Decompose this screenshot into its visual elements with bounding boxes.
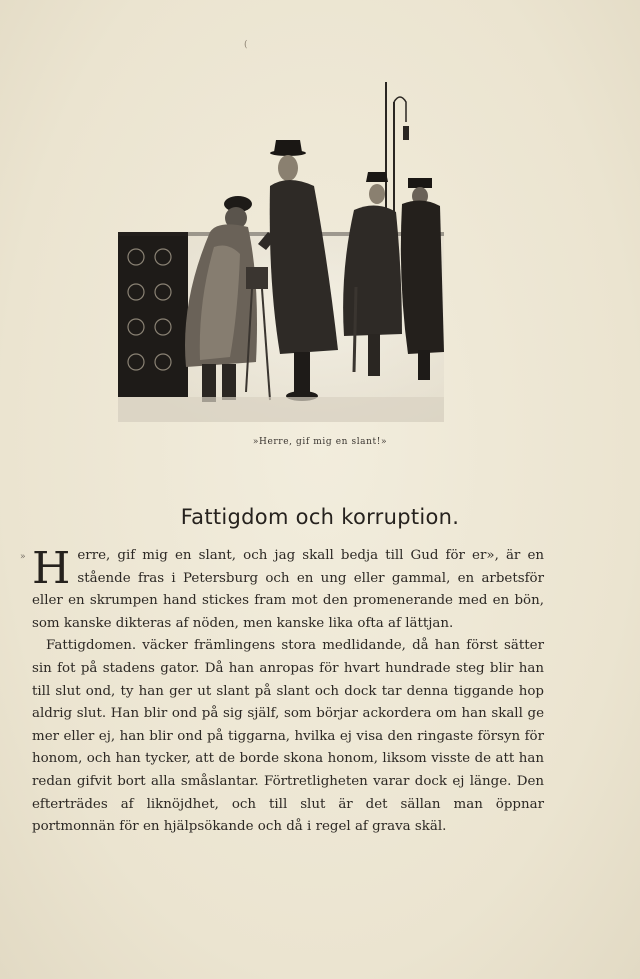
paragraph-2: Fattigdomen. väcker främlingens stora medlidande, då han först sätter sin fot på stadens gator. Då han anropas för hvart hundrade steg blir han till slut ond, ty han ger ut slant på slant och dock tar denna tiggande hop aldrig slut. Han blir ond på sig själf, som börjar ackordera om han skall ge mer eller ej, han blir ond på tiggarna, hvilka ej visa den ringaste försyn för honom, och han tycker, att de borde skona honom, liksom visste de att han redan gifvit bort alla småslantar. Förtretligheten varar dock ej länge. Den efterträdes af liknöjdhet, och till slut är det sällan man öppnar portmonnän för en hjälpsökande och då i regel af grava skäl.: [32, 638, 544, 835]
drop-cap: H: [32, 543, 71, 594]
margin-mark: »: [20, 552, 26, 562]
paragraph-1-text: erre, gif mig en slant, och jag skall bedja till Gud för er», är en stående fras i Petersburg och en ung eller gammal, en arbetsför eller en skrumpen hand stickes fram mot den promenerande med en bön, som kanske dikteras af nöden, men kanske lika ofta af lättjan.: [32, 548, 544, 631]
photo-illustration: [118, 82, 444, 422]
paragraph-1: [32, 545, 544, 635]
photograph: [118, 82, 444, 422]
page-mark: (: [244, 40, 248, 50]
body-text: [32, 545, 544, 839]
photo-caption: »Herre, gif mig en slant!»: [252, 437, 388, 447]
chapter-title: Fattigdom och korruption.: [180, 505, 460, 529]
